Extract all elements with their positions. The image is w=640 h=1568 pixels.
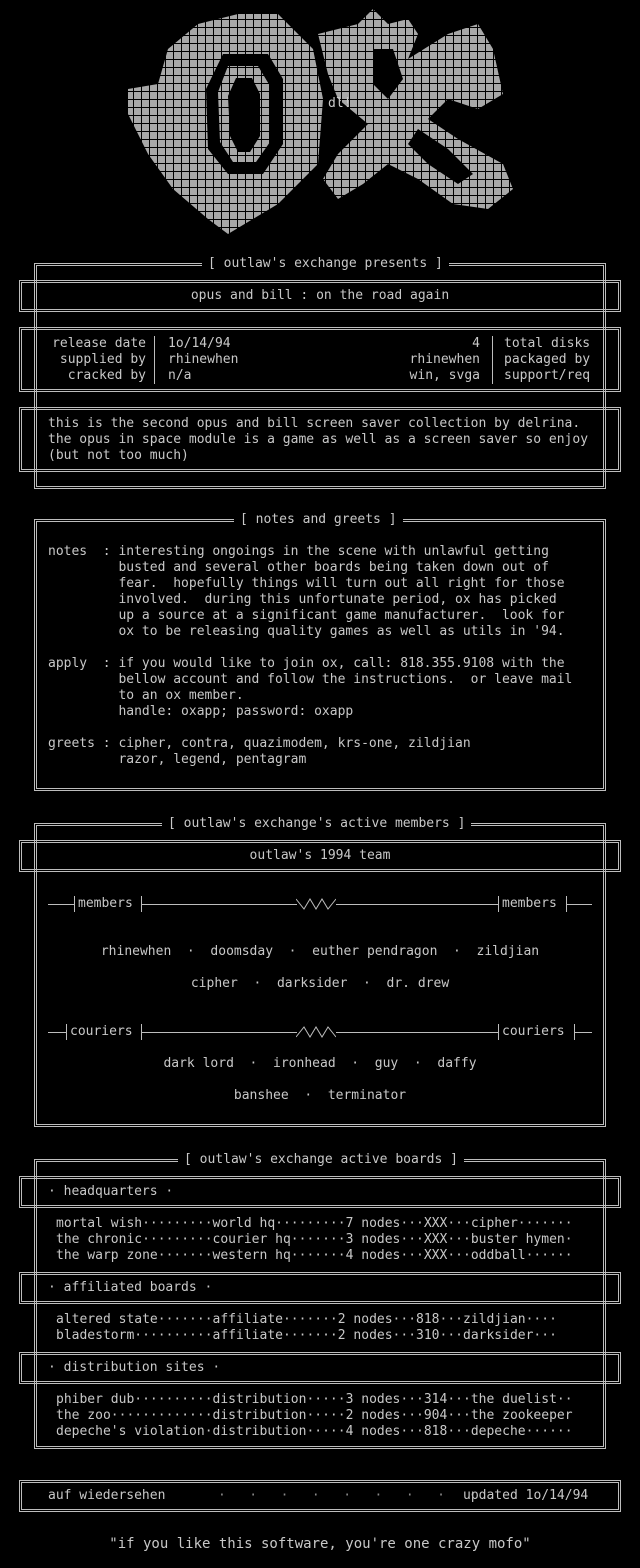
apply-line: to an ox member. xyxy=(48,688,244,703)
distribution-title: · distribution sites · xyxy=(48,1360,221,1375)
notes-line: up a source at a significant game manufacturer. look for xyxy=(48,608,565,623)
apply-line: handle: oxapp; password: oxapp xyxy=(48,704,354,719)
notes-line: busted and several other boards being taken down out of xyxy=(48,560,549,575)
board-row: the zoo·············distribution·····2 nodes···904···the zookeeper xyxy=(56,1408,573,1423)
footer-quote: "if you like this software, you're one crazy mofo" xyxy=(109,1536,531,1552)
description-line-1: this is the second opus and bill screen saver collection by delrina. xyxy=(48,416,581,431)
label-total-disks: total disks xyxy=(504,336,591,351)
affiliated-title: · affiliated boards · xyxy=(48,1280,213,1295)
footer-updated: updated 1o/14/94 xyxy=(463,1488,589,1503)
divider xyxy=(48,1032,66,1033)
couriers-row-1: dark lord · ironhead · guy · daffy xyxy=(163,1056,477,1071)
value-packaged-by: rhinewhen xyxy=(409,352,480,367)
divider xyxy=(566,904,592,905)
notes-line: fear. hopefully things will turn out all right for those xyxy=(48,576,565,591)
info-divider-left xyxy=(154,336,155,384)
presents-header: [ outlaw's exchange presents ] xyxy=(202,256,449,272)
release-title: opus and bill : on the road again xyxy=(190,288,450,303)
team-title: outlaw's 1994 team xyxy=(249,848,391,863)
description-line-2: the opus in space module is a game as well as a screen saver so enjoy xyxy=(48,432,589,447)
divider xyxy=(336,1032,498,1033)
divider xyxy=(574,1032,592,1033)
divider xyxy=(141,904,297,905)
notes-header: [ notes and greets ] xyxy=(234,512,403,528)
divider xyxy=(141,1032,297,1033)
members-label-right: members xyxy=(502,896,557,911)
divider xyxy=(48,904,74,905)
notes-line: involved. during this unfortunate period, ox has picked xyxy=(48,592,557,607)
footer-left: auf wiedersehen xyxy=(48,1488,166,1503)
board-row: the warp zone·······western hq·······4 nodes···XXX···oddball······ xyxy=(56,1248,573,1263)
couriers-label-left: couriers xyxy=(70,1024,133,1039)
greets-line: razor, legend, pentagram xyxy=(48,752,307,767)
value-supplied-by: rhinewhen xyxy=(168,352,239,367)
divider xyxy=(66,1024,67,1040)
ox-logo xyxy=(118,4,518,244)
members-label-left: members xyxy=(78,896,133,911)
board-row: altered state·······affiliate·······2 nodes···818···zildjian···· xyxy=(56,1312,557,1327)
greets-line: greets : cipher, contra, quazimodem, krs-one, zildjian xyxy=(48,736,471,751)
board-row: bladestorm··········affiliate·······2 nodes···310···darksider··· xyxy=(56,1328,557,1343)
description-line-3: (but not too much) xyxy=(48,448,189,463)
label-release-date: release date xyxy=(52,336,146,351)
members-row-2: cipher · darksider · dr. drew xyxy=(190,976,450,991)
notes-line: ox to be releasing quality games as well as utils in '94. xyxy=(48,624,565,639)
hq-title: · headquarters · xyxy=(48,1184,174,1199)
board-row: phiber dub··········distribution·····3 nodes···314···the duelist·· xyxy=(56,1392,573,1407)
notes-line: notes : interesting ongoings in the scene with unlawful getting xyxy=(48,544,549,559)
label-packaged-by: packaged by xyxy=(504,352,591,367)
value-release-date: 1o/14/94 xyxy=(168,336,231,351)
board-row: mortal wish·········world hq·········7 nodes···XXX···cipher······· xyxy=(56,1216,573,1231)
members-row-1: rhinewhen · doomsday · euther pendragon · zildjian xyxy=(100,944,540,959)
label-supplied-by: supplied by xyxy=(59,352,146,367)
couriers-row-2: banshee · terminator xyxy=(233,1088,407,1103)
members-header: [ outlaw's exchange's active members ] xyxy=(162,816,471,832)
divider xyxy=(498,896,499,912)
value-cracked-by: n/a xyxy=(168,368,192,383)
value-support-req: win, svga xyxy=(409,368,480,383)
label-support-req: support/req xyxy=(504,368,591,383)
divider xyxy=(336,904,498,905)
divider-zigzag xyxy=(296,1025,336,1039)
boards-header: [ outlaw's exchange active boards ] xyxy=(178,1152,464,1168)
info-divider-right xyxy=(492,336,493,384)
divider xyxy=(74,896,75,912)
label-cracked-by: cracked by xyxy=(67,368,146,383)
apply-line: apply : if you would like to join ox, call: 818.355.9108 with the xyxy=(48,656,565,671)
board-row: depeche's violation·distribution·····4 nodes···818···depeche······ xyxy=(56,1424,573,1439)
ox-logo-art xyxy=(118,4,518,244)
divider-zigzag xyxy=(296,897,336,911)
value-total-disks: 4 xyxy=(472,336,480,351)
divider xyxy=(498,1024,499,1040)
apply-line: bellow account and follow the instructions. or leave mail xyxy=(48,672,573,687)
couriers-label-right: couriers xyxy=(502,1024,565,1039)
footer-dots: · · · · · · · · · xyxy=(218,1488,477,1503)
logo-tag: dl! xyxy=(328,96,352,111)
board-row: the chronic·········courier hq·······3 nodes···XXX···buster hymen· xyxy=(56,1232,573,1247)
